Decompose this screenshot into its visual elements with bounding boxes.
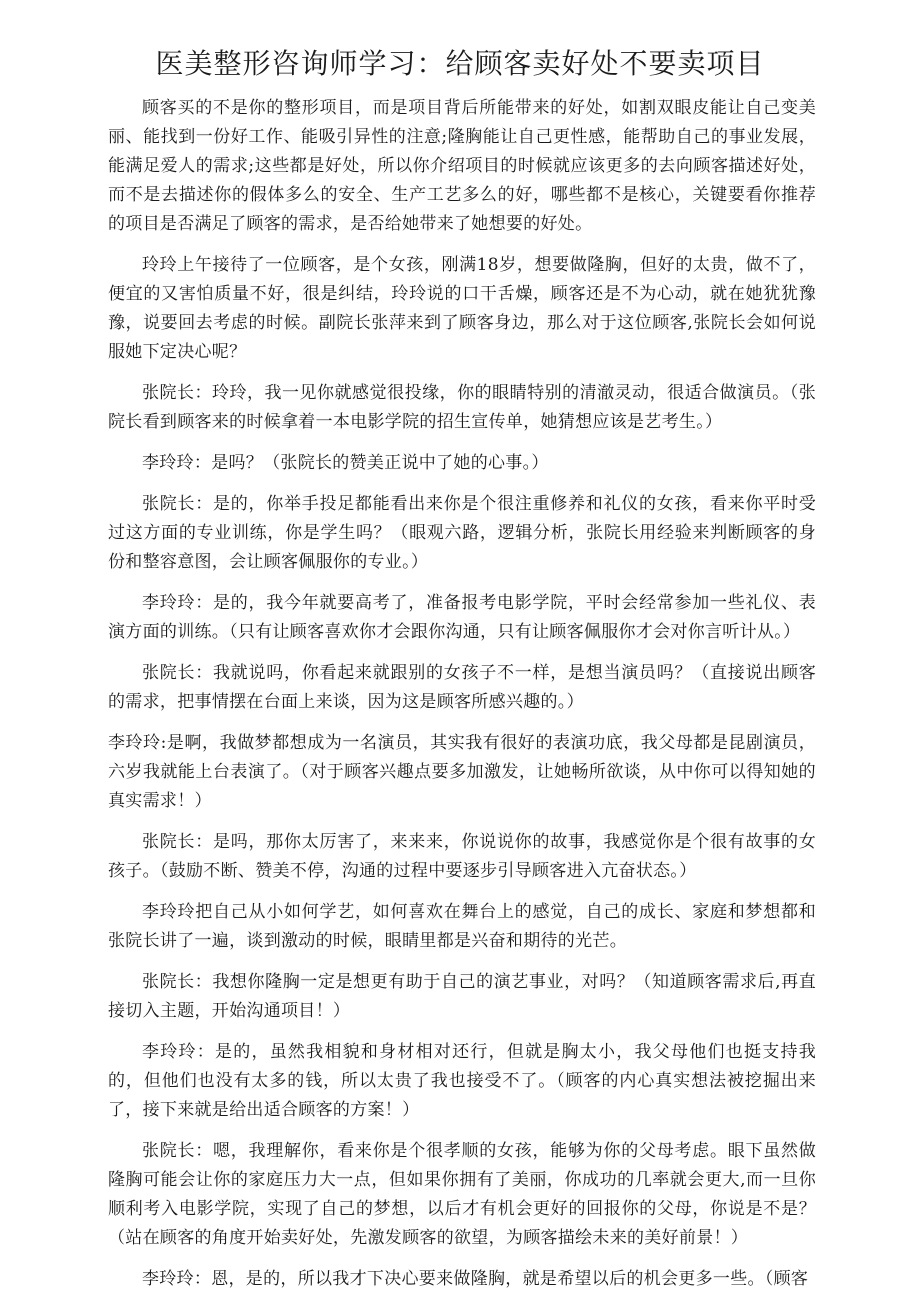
paragraph-story: 玲玲上午接待了一位顾客，是个女孩，刚满18岁，想要做隆胸，但好的太贵，做不了，便宜的又害怕质量不好，很是纠结，玲玲说的口干舌燥，顾客还是不为心动，就在她犹犹豫豫，说要回去考虑的时候。副院长张萍来到了顾客身边，那么对于这位顾客,张院长会如何说服她下定决心呢？ [108,255,816,362]
paragraph-dialogue: 李玲玲：是吗？（张院长的赞美正说中了她的心事。） [142,453,549,473]
paragraph-dialogue: 张院长：是吗，那你太厉害了，来来来，你说说你的故事，我感觉你是个很有故事的女孩子。（鼓励不断、赞美不停，沟通的过程中要逐步引导顾客进入亢奋状态。） [108,832,816,881]
paragraph-intro: 顾客买的不是你的整形项目，而是项目背后所能带来的好处，如割双眼皮能让自己变美丽、能找到一份好工作、能吸引异性的注意;隆胸能让自己更性感，能帮助自己的事业发展，能满足爱人的需求;这些都是好处，所以你介绍项目的时候就应该更多的去向顾客描述好处，而不是去描述你的假体多么的安全、生产工艺多么的好，哪些都不是核心，关键要看你推荐的项目是否满足了顾客的需求，是否给她带来了她想要的好处。 [108,98,816,234]
document-body [108,94,816,1301]
paragraph-dialogue: 张院长：我就说吗，你看起来就跟别的女孩子不一样，是想当演员吗？（直接说出顾客的需求，把事情摆在台面上来谈，因为这是顾客所感兴趣的。） [108,663,816,712]
paragraph-dialogue: 李玲玲:是啊，我做梦都想成为一名演员，其实我有很好的表演功底，我父母都是昆剧演员，六岁我就能上台表演了。（对于顾客兴趣点要多加激发，让她畅所欲谈，从中你可以得知她的真实需求！） [108,733,816,811]
paragraph-dialogue: 张院长：玲玲，我一见你就感觉很投缘，你的眼睛特别的清澈灵动，很适合做演员。（张院长看到顾客来的时候拿着一本电影学院的招生宣传单，她猜想应该是艺考生。） [108,383,816,432]
paragraph-dialogue: 张院长：是的，你举手投足都能看出来你是个很注重修养和礼仪的女孩，看来你平时受过这方面的专业训练，你是学生吗？（眼观六路，逻辑分析，张院长用经验来判断顾客的身份和整容意图，会让顾客佩服你的专业。） [108,494,816,572]
paragraph-dialogue: 李玲玲：是的，虽然我相貌和身材相对还行，但就是胸太小，我父母他们也挺支持我的，但他们也没有太多的钱，所以太贵了我也接受不了。（顾客的内心真实想法被挖掘出来了，接下来就是给出适合顾客的方案！） [108,1042,816,1120]
document-title: 医美整形咨询师学习：给顾客卖好处不要卖项目 [155,47,765,80]
paragraph-dialogue: 李玲玲：是的，我今年就要高考了，准备报考电影学院，平时会经常参加一些礼仪、表演方面的训练。（只有让顾客喜欢你才会跟你沟通，只有让顾客佩服你才会对你言听计从。） [108,593,816,642]
paragraph-dialogue: 张院长：我想你隆胸一定是想更有助于自己的演艺事业，对吗？（知道顾客需求后,再直接切入主题，开始沟通项目！） [108,972,816,1021]
paragraph-dialogue-truncated: 李玲玲：恩，是的，所以我才下决心要来做隆胸，就是希望以后的机会更多一些。（顾客 [142,1269,809,1289]
paragraph-narration: 李玲玲把自己从小如何学艺，如何喜欢在舞台上的感觉，自己的成长、家庭和梦想都和张院长讲了一遍，谈到激动的时候，眼睛里都是兴奋和期待的光芒。 [108,902,816,951]
paragraph-dialogue: 张院长：嗯，我理解你，看来你是个很孝顺的女孩，能够为你的父母考虑。眼下虽然做隆胸可能会让你的家庭压力大一点，但如果你拥有了美丽，你成功的几率就会更大,而一旦你顺利考入电影学院，实现了自己的梦想，以后才有机会更好的回报你的父母，你说是不是？（站在顾客的角度开始卖好处，先激发顾客的欲望，为顾客描绘未来的美好前景！） [108,1141,816,1248]
